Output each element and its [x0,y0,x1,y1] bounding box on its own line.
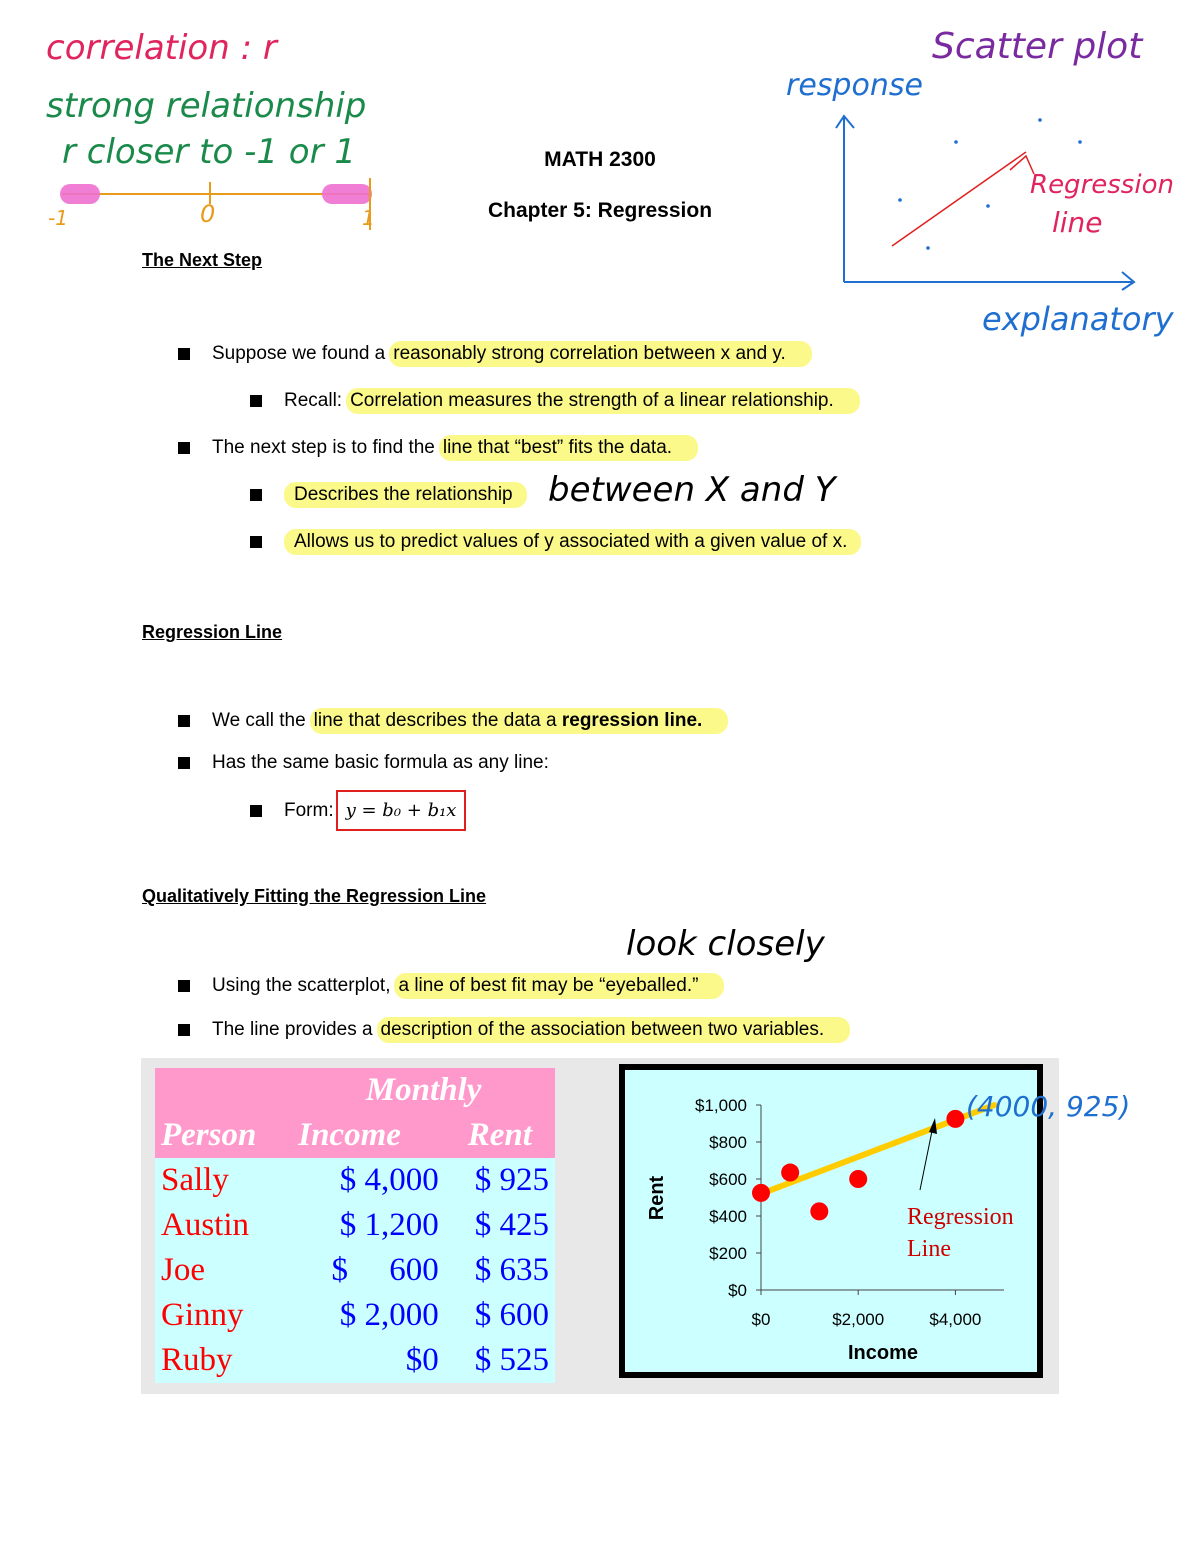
bullet-text: Suppose we found a [212,343,386,364]
section-qualitatively-title: Qualitatively Fitting the Regression Line [142,886,487,906]
bullet-square-icon [178,715,190,727]
highlight-text-part: line that describes the data a [313,710,557,731]
table-header-income: Income [292,1113,444,1158]
bullet-text: Has the same basic formula as any line: [212,752,549,773]
regression-formula: y = b₀ + b₁x [336,790,467,831]
number-line-minus-one: -1 [48,206,68,230]
table-row [155,1338,555,1383]
y-tick-label: $600 [709,1170,747,1189]
highlight-bold-part: regression line. [561,710,703,731]
regression-line-annotation-1: Regression [1030,170,1174,200]
highlight-text: reasonably strong correlation between x and y. [389,341,812,367]
table-cell-income: $ 2,000 [292,1293,444,1338]
data-point [752,1184,770,1202]
bullet-text: Recall: [284,390,343,411]
bullet-form [250,790,466,831]
table-cell-income: $0 [292,1338,444,1383]
data-point [810,1202,828,1220]
bullet-text: We call the [212,710,306,731]
bullet-next-step [178,435,698,461]
table-header-cell [155,1068,292,1113]
regression-line-annotation-2: line [1052,206,1103,239]
bullet-square-icon [178,1024,190,1036]
table-cell-rent: $ 525 [445,1338,555,1383]
bullet-square-icon [178,757,190,769]
response-annotation: response [786,68,923,103]
look-closely-annotation: look closely [626,924,825,964]
bullet-square-icon [250,536,262,548]
bullet-square-icon [250,489,262,501]
correlation-annotation: correlation : r [46,28,277,68]
table-row [155,1158,555,1203]
bullet-square-icon [250,395,262,407]
section-next-step-title: The Next Step [142,250,263,270]
highlight-text: Correlation measures the strength of a linear relationship. [346,388,860,414]
table-cell-person: Ruby [155,1338,292,1383]
bullet-eyeballed [178,973,724,999]
section-regression-line-title: Regression Line [142,622,283,642]
bullet-suppose [178,341,812,367]
number-line-one: 1 [362,206,375,230]
highlight-text: line that “best” fits the data. [439,435,698,461]
income-rent-table-panel [141,1058,611,1394]
bullet-square-icon [178,348,190,360]
bullet-we-call [178,708,728,734]
highlight-text [310,708,729,734]
table-cell-person: Austin [155,1203,292,1248]
table-cell-income: $ 600 [292,1248,444,1293]
bullet-text: The next step is to find the [212,437,435,458]
y-tick-label: $1,000 [695,1096,747,1115]
closer-annotation: r closer to -1 or 1 [62,132,357,172]
x-axis-title: Income [847,1342,919,1364]
between-annotation: between X and Y [548,470,836,510]
bullet-association [178,1017,850,1043]
data-point [781,1164,799,1182]
chapter-title: Chapter 5: Regression [487,199,713,222]
number-line-zero: 0 [200,200,216,228]
bullet-predict [250,529,861,555]
regression-annotation-1: Regression [907,1204,1014,1230]
table-cell-rent: $ 635 [445,1248,555,1293]
bullet-square-icon [178,442,190,454]
table-header-rent: Rent [445,1113,555,1158]
highlight-text: Allows us to predict values of y associated with a given value of x. [284,529,861,555]
income-rent-table [155,1068,555,1383]
highlight-text: description of the association between two variables. [377,1017,851,1043]
course-title: MATH 2300 [544,148,656,171]
explanatory-annotation: explanatory [982,300,1174,338]
annotation-arrow-head [929,1118,937,1134]
x-tick-label: $2,000 [832,1310,885,1329]
point-coordinate-annotation: (4000, 925) [966,1090,1131,1123]
table-header-row [155,1113,555,1158]
table-cell-income: $ 1,200 [292,1203,444,1248]
table-row [155,1248,555,1293]
bullet-same-formula [178,752,549,774]
table-header-row-top [155,1068,555,1113]
table-cell-person: Ginny [155,1293,292,1338]
strong-relationship-annotation: strong relationship [46,86,367,126]
y-tick-label: $200 [709,1244,747,1263]
y-tick-label: $0 [728,1281,747,1300]
y-tick-label: $800 [709,1133,747,1152]
table-row [155,1203,555,1248]
x-tick-label: $0 [751,1310,771,1329]
table-header-monthly: Monthly [292,1068,555,1113]
data-point [946,1110,964,1128]
table-header-person: Person [155,1113,292,1158]
table-cell-income: $ 4,000 [292,1158,444,1203]
bullet-square-icon [250,805,262,817]
bullet-square-icon [178,980,190,992]
highlight-text: Describes the relationship [284,482,527,508]
bullet-describes [250,482,527,508]
data-point [849,1170,867,1188]
regression-annotation-2: Line [907,1236,951,1262]
table-row [155,1293,555,1338]
highlight-text: a line of best fit may be “eyeballed.” [394,973,724,999]
scatter-plot-annotation: Scatter plot [932,26,1143,67]
table-cell-rent: $ 925 [445,1158,555,1203]
y-axis-title: Rent [646,1175,668,1221]
bullet-text: Form: [284,799,334,821]
bullet-text: Using the scatterplot, [212,975,391,996]
table-cell-rent: $ 600 [445,1293,555,1338]
bullet-text: The line provides a [212,1019,373,1040]
table-cell-person: Joe [155,1248,292,1293]
x-tick-label: $4,000 [929,1310,982,1329]
table-cell-rent: $ 425 [445,1203,555,1248]
bullet-recall [250,388,860,414]
y-tick-label: $400 [709,1207,747,1226]
table-cell-person: Sally [155,1158,292,1203]
